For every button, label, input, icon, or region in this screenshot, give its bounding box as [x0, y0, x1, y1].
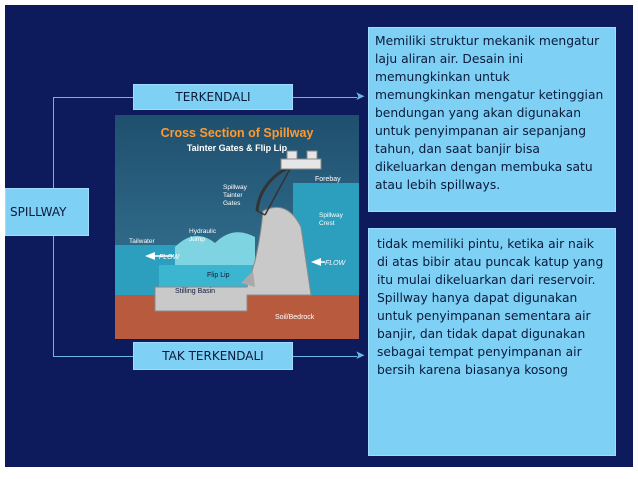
connector-right-top [293, 97, 357, 98]
figure-subtitle: Tainter Gates & Flip Lip [186, 143, 288, 153]
label-hydraulic-line1: Hydraulic [189, 228, 217, 235]
spillway-root-box: SPILLWAY [5, 188, 89, 236]
label-tainter-line3: Gates [223, 200, 241, 207]
controlled-spillway-box: TERKENDALI [133, 84, 293, 110]
label-forebay: Forebay [315, 176, 341, 183]
label-flow-left: FLOW [159, 254, 180, 261]
connector-right-bottom [293, 356, 357, 357]
label-tainter-line1: Spillway [223, 184, 247, 191]
controlled-description: Memiliki struktur mekanik mengatur laju aliran air. Desain ini memungkinkan untuk memungkinkan mengatur ketinggian bendungan yang akan digunakan untuk penyimpanan air sepanjang tahun, dan saat banjir bisa dikeluarkan dengan membuka satu atau lebih spillways. [368, 27, 616, 212]
spillway-figure-svg [115, 115, 359, 339]
label-tainter-line2: Tainter [223, 192, 243, 199]
gate-hoist-post-right [307, 151, 317, 159]
connector-down-vertical [53, 236, 54, 356]
connector-down-horizontal [53, 356, 133, 357]
label-flip-lip: Flip Lip [207, 272, 230, 279]
connector-up-horizontal [53, 97, 133, 98]
uncontrolled-description: tidak memiliki pintu, ketika air naik di atas bibir atau puncak katup yang itu mulai dikeluarkan dari reservoir. Spillway hanya dapat digunakan untuk penyimpanan sementara air banjir, dan tidak dapat digunakan sebagai tempat penyimpanan air bersih karena biasanya kosong [368, 228, 616, 456]
label-flow-right: FLOW [325, 260, 346, 267]
label-hydraulic-line2: Jump [189, 236, 205, 243]
label-tailwater: Tailwater [129, 238, 155, 245]
uncontrolled-spillway-box: TAK TERKENDALI [133, 342, 293, 370]
label-crest-line1: Spillway [319, 212, 343, 219]
connector-up-vertical [53, 97, 54, 188]
spillway-cross-section-figure [115, 115, 359, 339]
gate-hoist-post-left [287, 151, 297, 159]
arrow-right-bottom-icon: ➤ [355, 348, 366, 362]
figure-title: Cross Section of Spillway [160, 126, 314, 140]
label-soil-bedrock: Soil/Bedrock [275, 314, 315, 321]
label-stilling-basin: Stilling Basin [175, 288, 216, 295]
gate-hoist-bridge [281, 159, 321, 169]
arrow-right-top-icon: ➤ [355, 89, 366, 103]
slide [5, 5, 633, 467]
label-crest-line2: Crest [319, 220, 335, 227]
